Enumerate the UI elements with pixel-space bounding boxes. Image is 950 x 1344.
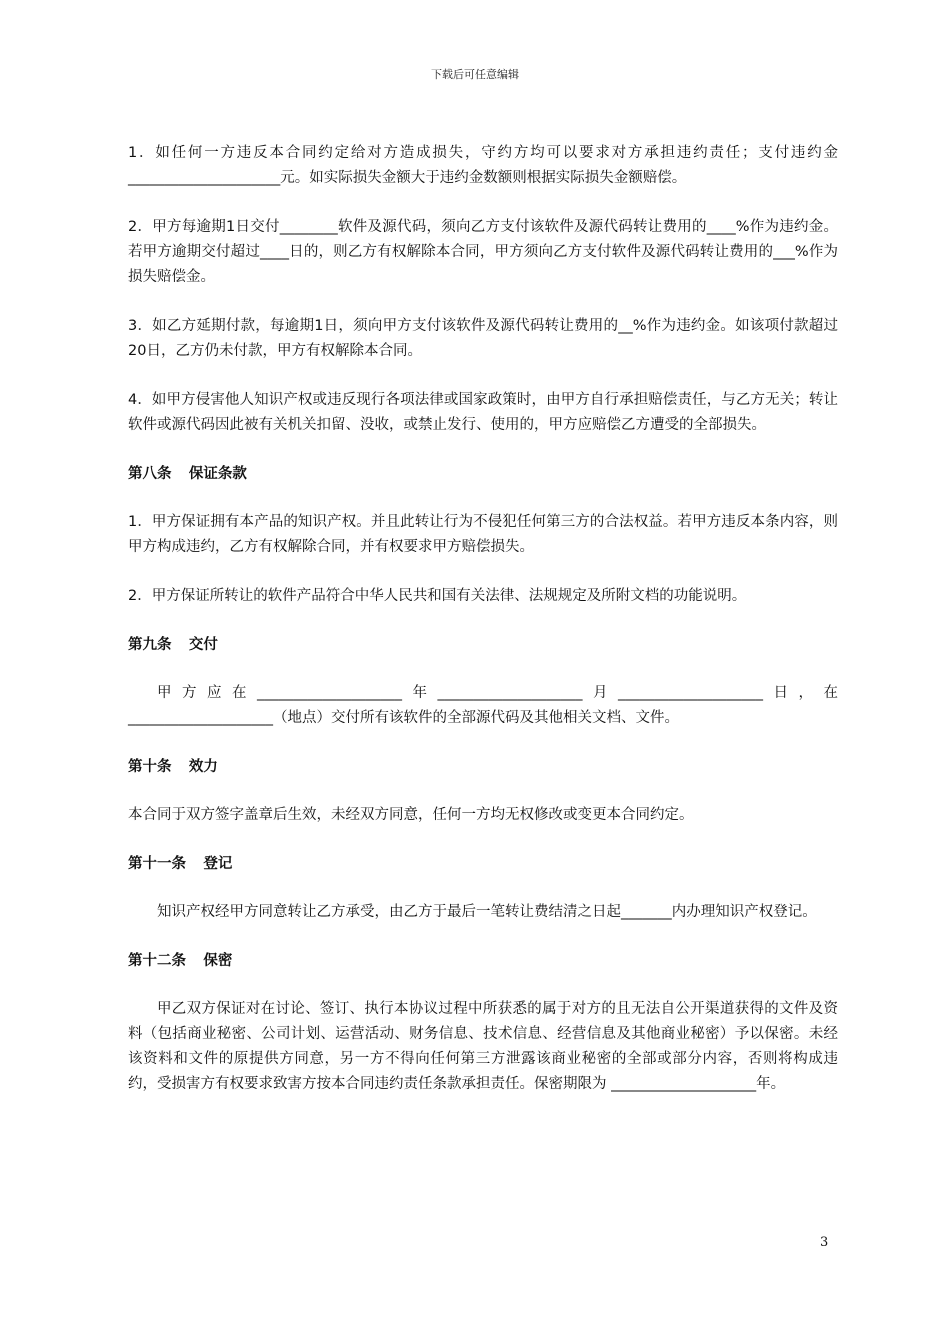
delivery-paragraph: 甲方应在____________________年____________________月____________________日，在____________________（地点）交付所有该软件的全部源代码及其他相关文档、文件。 [128,685,838,726]
article-heading [128,462,838,487]
article-number: 第八条 [128,466,172,482]
article-number: 第十一条 [128,856,186,872]
article-title: 保密 [203,953,233,969]
registration-paragraph: 知识产权经甲方同意转让乙方承受，由乙方于最后一笔转让费结清之日起_______内办理知识产权登记。 [157,904,817,920]
article-number: 第十条 [128,759,172,775]
confidentiality-paragraph: 甲乙双方保证对在讨论、签订、执行本协议过程中所获悉的属于对方的且无法自公开渠道获得的文件及资料（包括商业秘密、公司计划、运营活动、财务信息、技术信息、经营信息及其他商业秘密）予以保密。未经该资料和文件的原提供方同意，另一方不得向任何第三方泄露该商业秘密的全部或部分内容，否则将构成违约，受损害方有权要求致害方按本合同违约责任条款承担责任。保密期限为 ____________________年。 [128,1001,838,1092]
clause-paragraph: 本合同于双方签字盖章后生效，未经双方同意，任何一方均无权修改或变更本合同约定。 [128,807,694,823]
article-title: 保证条款 [188,466,247,482]
clause-paragraph: 1．如任何一方违反本合同约定给对方造成损失，守约方均可以要求对方承担违约责任；支付违约金_____________________元。如实际损失金额大于违约金数额则根据实际损失金额赔偿。 [128,145,838,186]
clause-paragraph: 1．甲方保证拥有本产品的知识产权。并且此转让行为不侵犯任何第三方的合法权益。若甲方违反本条内容，则甲方构成违约，乙方有权解除合同，并有权要求甲方赔偿损失。 [128,514,838,555]
article-number: 第九条 [128,637,172,653]
article-title: 交付 [188,637,218,653]
clause-paragraph: 2．甲方每逾期1日交付________软件及源代码，须向乙方支付该软件及源代码转让费用的____%作为违约金。若甲方逾期交付超过____日的，则乙方有权解除本合同，甲方须向乙方支付软件及源代码转让费用的___%作为损失赔偿金。 [128,219,838,285]
page-header: 下载后可任意编辑 [431,68,519,81]
article-heading [128,755,838,780]
article-title: 登记 [203,856,233,872]
article-heading [128,633,838,658]
document-body [128,141,838,1121]
clause-paragraph: 3．如乙方延期付款，每逾期1日，须向甲方支付该软件及源代码转让费用的__%作为违约金。如该项付款超过20日，乙方仍未付款，甲方有权解除本合同。 [128,318,838,359]
article-title: 效力 [188,759,218,775]
article-heading [128,949,838,974]
clause-paragraph: 4．如甲方侵害他人知识产权或违反现行各项法律或国家政策时，由甲方自行承担赔偿责任，与乙方无关；转让软件或源代码因此被有关机关扣留、没收，或禁止发行、使用的，甲方应赔偿乙方遭受的全部损失。 [128,392,838,433]
article-heading [128,852,838,877]
clause-paragraph: 2．甲方保证所转让的软件产品符合中华人民共和国有关法律、法规规定及所附文档的功能说明。 [128,588,747,604]
page-number: 3 [820,1235,829,1250]
article-number: 第十二条 [128,953,186,969]
